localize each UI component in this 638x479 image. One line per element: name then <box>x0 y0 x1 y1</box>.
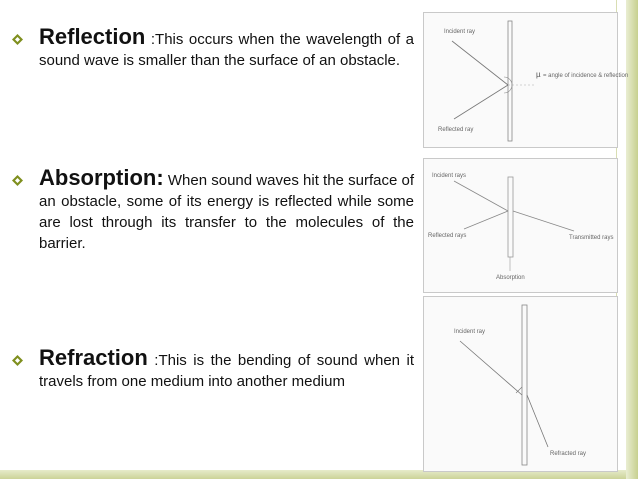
label-absorption: Absorption <box>496 275 525 281</box>
label-incident-ray: Incident ray <box>454 329 486 335</box>
label-incident-ray: Incident ray <box>444 29 476 35</box>
term-absorption: Absorption: <box>39 165 164 190</box>
label-refracted-ray: Refracted ray <box>550 451 587 457</box>
bullet-item-absorption <box>12 167 414 254</box>
label-angle-note: = angle of incidence & reflection <box>543 73 629 79</box>
label-transmitted-rays: Transmitted rays <box>569 235 614 241</box>
bullet-diamond-icon <box>12 34 23 45</box>
bullet-diamond-icon <box>12 175 23 186</box>
bullet-text <box>39 347 414 392</box>
reflection-diagram <box>423 12 629 148</box>
bullet-text <box>39 26 414 71</box>
bullet-diamond-icon <box>12 355 23 366</box>
svg-text:µ: µ <box>536 70 541 79</box>
label-reflected-ray: Reflected ray <box>438 127 474 133</box>
bullet-text <box>39 167 414 254</box>
label-incident-rays: Incident rays <box>432 173 467 179</box>
label-reflected-rays: Reflected rays <box>428 233 467 239</box>
description-reflection: :This occurs when the wavelength of a sound wave is smaller than the surface of an obstacle. <box>39 31 414 69</box>
description-absorption: When sound waves hit the surface of an obstacle, some of its energy is reflected while some are lost through its transfer to the molecules of the barrier. <box>39 172 414 252</box>
term-refraction: Refraction <box>39 345 148 370</box>
description-refraction: :This is the bending of sound when it travels from one medium into another medium <box>39 352 414 390</box>
term-reflection: Reflection <box>39 24 146 49</box>
slide-frame-right <box>626 0 638 479</box>
bullet-item-refraction <box>12 347 414 392</box>
absorption-diagram <box>423 158 618 293</box>
refraction-diagram <box>423 296 618 472</box>
bullet-item-reflection <box>12 26 414 71</box>
